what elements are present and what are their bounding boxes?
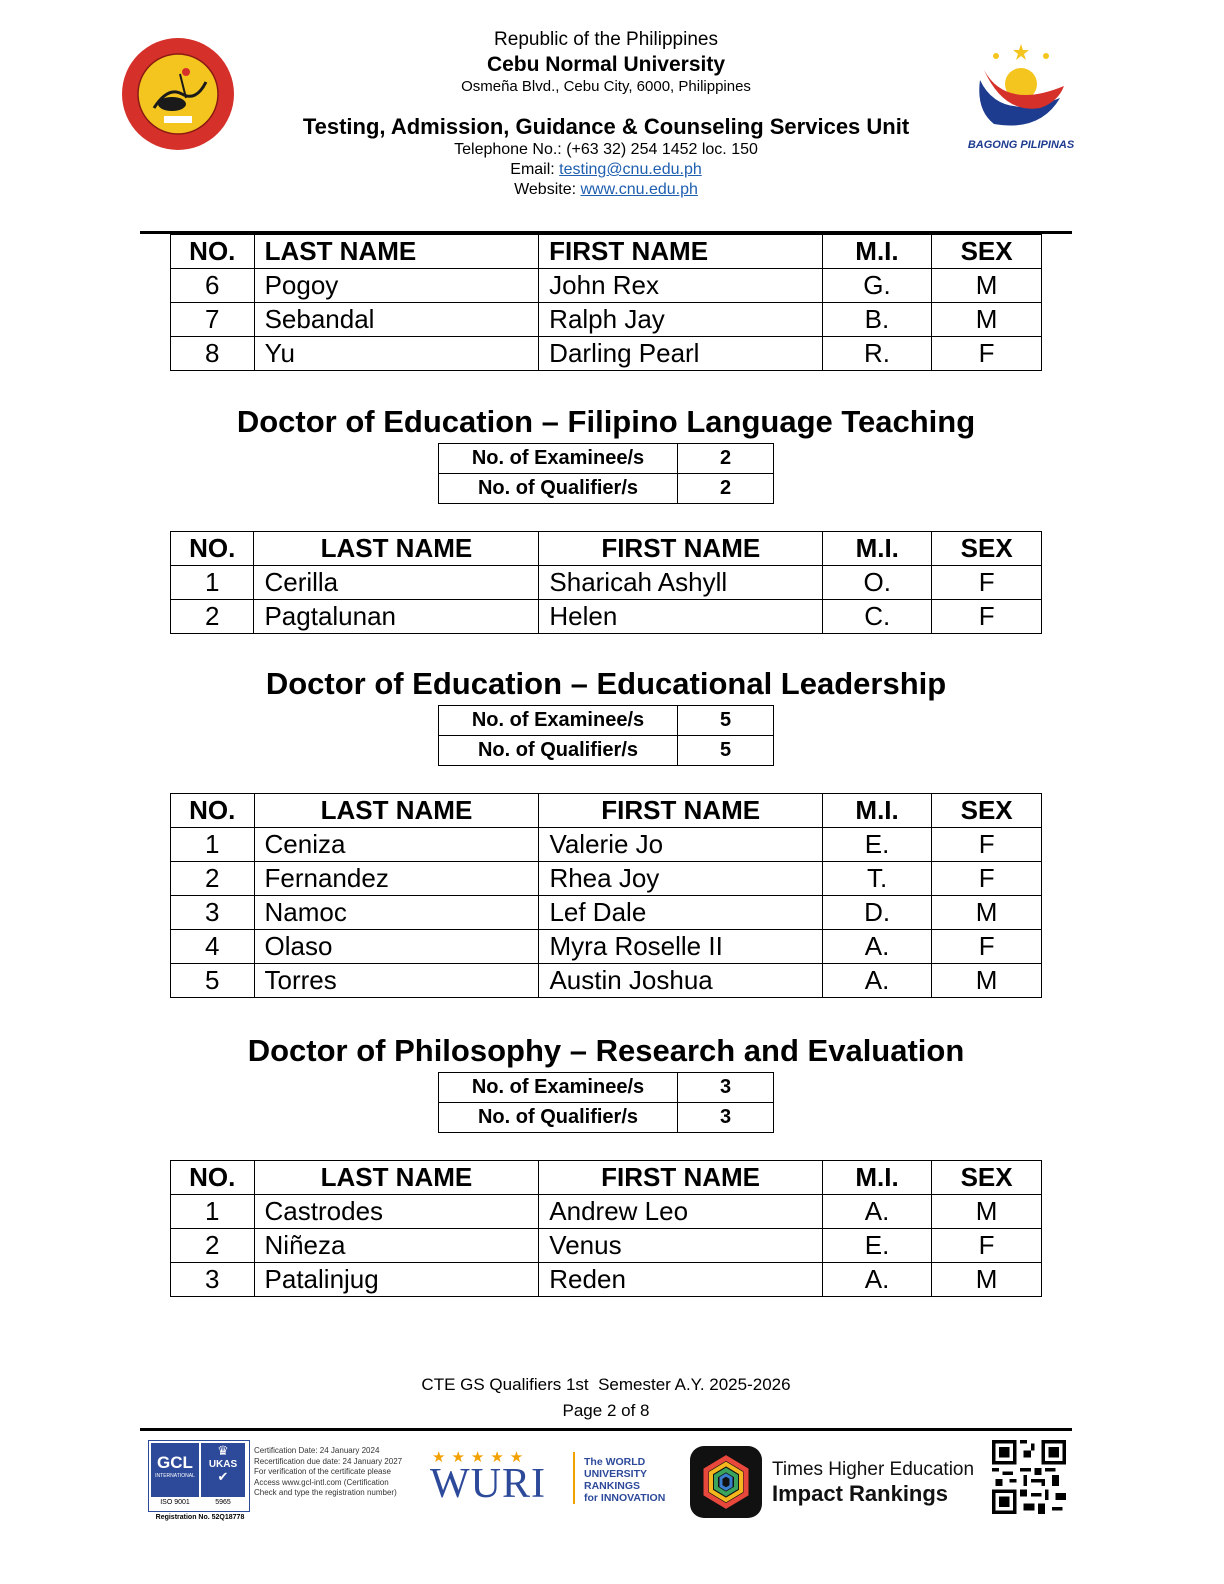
- cell-mi: R.: [822, 337, 931, 371]
- cell-first: Helen: [539, 600, 823, 634]
- cell-mi: O.: [823, 566, 932, 600]
- col-no-header: NO.: [171, 1161, 255, 1195]
- examinee-label: No. of Examinee/s: [439, 444, 678, 474]
- wuri-divider: [573, 1452, 575, 1504]
- university-seal: [120, 36, 236, 152]
- cell-first: Lef Dale: [539, 896, 822, 930]
- col-first-header: FIRST NAME: [539, 1161, 823, 1195]
- col-mi-header: M.I.: [822, 1161, 931, 1195]
- cell-no: 4: [171, 930, 255, 964]
- university-address: Osmeña Blvd., Cebu City, 6000, Philippines: [461, 78, 751, 95]
- cell-sex: M: [932, 964, 1042, 998]
- cell-no: 1: [171, 828, 255, 862]
- section-title: Doctor of Philosophy – Research and Evaluation: [247, 1033, 965, 1068]
- col-sex-header: SEX: [932, 532, 1042, 566]
- summary-table: [438, 1072, 774, 1133]
- cell-sex: F: [932, 828, 1042, 862]
- ukas-crown-icon: ♛: [217, 1443, 229, 1458]
- cell-no: 2: [171, 600, 254, 634]
- cell-mi: G.: [822, 269, 931, 303]
- continued-names-table: [170, 234, 1042, 371]
- cell-mi: C.: [823, 600, 932, 634]
- col-sex-header: SEX: [932, 794, 1042, 828]
- the-line2: Impact Rankings: [772, 1481, 949, 1506]
- wuri-tagline: The WORLD UNIVERSITY RANKINGS for INNOVATION: [584, 1456, 666, 1504]
- table-row: [171, 269, 1042, 303]
- star-icons: ★★★★★: [432, 1449, 530, 1466]
- cell-last: Castrodes: [254, 1195, 539, 1229]
- summary-table: [438, 443, 774, 504]
- cell-no: 8: [171, 337, 255, 371]
- examinee-count: 2: [678, 444, 774, 474]
- cell-sex: F: [932, 930, 1042, 964]
- table-header-row: [171, 794, 1042, 828]
- col-mi-header: M.I.: [822, 794, 931, 828]
- col-last-header: LAST NAME: [254, 1161, 539, 1195]
- table-header-row: [171, 532, 1042, 566]
- cell-first: Ralph Jay: [539, 303, 823, 337]
- cell-no: 3: [171, 896, 255, 930]
- cell-last: Cerilla: [254, 566, 539, 600]
- website-line: Website: www.cnu.edu.ph: [514, 181, 698, 198]
- cell-first: Myra Roselle II: [539, 930, 822, 964]
- footer-doc-title: CTE GS Qualifiers 1st Semester A.Y. 2025-2026: [421, 1375, 791, 1394]
- cell-no: 7: [171, 303, 255, 337]
- website-link[interactable]: www.cnu.edu.ph: [580, 181, 698, 198]
- cell-last: Pogoy: [254, 269, 539, 303]
- cell-mi: E.: [822, 828, 931, 862]
- cell-no: 1: [171, 566, 254, 600]
- examinee-row: [439, 1073, 774, 1103]
- cell-sex: M: [932, 303, 1042, 337]
- section-title: Doctor of Education – Filipino Language Teaching: [236, 404, 976, 439]
- cell-last: Patalinjug: [254, 1263, 539, 1297]
- examinee-label: No. of Examinee/s: [439, 706, 678, 736]
- col-first-header: FIRST NAME: [539, 794, 822, 828]
- qualifier-row: [439, 1103, 774, 1133]
- bagong-pilipinas-text: BAGONG PILIPINAS: [967, 139, 1075, 151]
- table-row: [171, 964, 1042, 998]
- republic-line: Republic of the Philippines: [494, 29, 718, 50]
- qualifier-count: 5: [678, 736, 774, 766]
- table-row: [171, 337, 1042, 371]
- col-no-header: NO.: [171, 235, 255, 269]
- cell-first: Sharicah Ashyll: [539, 566, 823, 600]
- cell-first: Reden: [539, 1263, 823, 1297]
- cell-no: 6: [171, 269, 255, 303]
- qualifier-count: 2: [678, 474, 774, 504]
- cell-first: Andrew Leo: [539, 1195, 823, 1229]
- col-mi-header: M.I.: [823, 532, 932, 566]
- table-row: [171, 1229, 1042, 1263]
- section-title: Doctor of Education – Educational Leadership: [265, 666, 947, 701]
- examinee-count: 5: [678, 706, 774, 736]
- table-row: [171, 896, 1042, 930]
- unit-name: Testing, Admission, Guidance & Counseling Services Unit: [302, 114, 910, 139]
- cell-mi: T.: [822, 862, 931, 896]
- letterhead: [250, 28, 962, 200]
- table-row: [171, 566, 1042, 600]
- footer-rule: [140, 1428, 1072, 1431]
- ukas-check-icon: ✔: [217, 1469, 229, 1484]
- table-row: [171, 1263, 1042, 1297]
- cell-sex: F: [932, 1229, 1042, 1263]
- table-header-row: [171, 1161, 1042, 1195]
- cell-last: Olaso: [254, 930, 539, 964]
- names-table: [170, 531, 1042, 634]
- cell-mi: E.: [822, 1229, 931, 1263]
- col-first-header: FIRST NAME: [539, 532, 823, 566]
- cell-last: Torres: [254, 964, 539, 998]
- cell-mi: D.: [822, 896, 931, 930]
- email-line: Email: testing@cnu.edu.ph: [510, 161, 702, 178]
- cell-last: Pagtalunan: [254, 600, 539, 634]
- table-row: [171, 862, 1042, 896]
- cell-sex: F: [932, 337, 1042, 371]
- cell-sex: F: [932, 600, 1042, 634]
- ukas-logo: ♛ UKAS ✔: [201, 1443, 245, 1497]
- the-line1: Times Higher Education: [772, 1459, 975, 1480]
- cell-sex: F: [932, 566, 1042, 600]
- table-row: [171, 600, 1042, 634]
- cell-sex: M: [932, 1195, 1042, 1229]
- cell-sex: M: [932, 1263, 1042, 1297]
- table-row: [171, 930, 1042, 964]
- wuri-logo: [430, 1448, 670, 1510]
- qualifier-row: [439, 474, 774, 504]
- col-last-header: LAST NAME: [254, 532, 539, 566]
- col-sex-header: SEX: [932, 1161, 1042, 1195]
- cell-first: John Rex: [539, 269, 823, 303]
- ukas-number: 5965: [215, 1499, 231, 1506]
- wuri-wordmark: WURI: [430, 1461, 546, 1507]
- cell-mi: A.: [822, 930, 931, 964]
- iso-label: ISO 9001: [160, 1499, 190, 1506]
- university-name: Cebu Normal University: [486, 53, 726, 76]
- col-sex-header: SEX: [932, 235, 1042, 269]
- table-row: [171, 1195, 1042, 1229]
- examinee-label: No. of Examinee/s: [439, 1073, 678, 1103]
- cell-no: 3: [171, 1263, 255, 1297]
- cell-first: Rhea Joy: [539, 862, 822, 896]
- col-no-header: NO.: [171, 794, 255, 828]
- examinee-count: 3: [678, 1073, 774, 1103]
- cell-last: Namoc: [254, 896, 539, 930]
- cell-mi: A.: [822, 964, 931, 998]
- the-impact-logo: [690, 1446, 762, 1518]
- qualifier-row: [439, 736, 774, 766]
- cell-last: Niñeza: [254, 1229, 539, 1263]
- qualifier-count: 3: [678, 1103, 774, 1133]
- gcl-ukas-badge: [148, 1440, 250, 1512]
- cell-mi: A.: [822, 1195, 931, 1229]
- cell-first: Valerie Jo: [539, 828, 822, 862]
- col-last-header: LAST NAME: [254, 794, 539, 828]
- cell-first: Austin Joshua: [539, 964, 822, 998]
- qualifier-label: No. of Qualifier/s: [439, 736, 678, 766]
- cell-sex: F: [932, 862, 1042, 896]
- cell-no: 1: [171, 1195, 255, 1229]
- bagong-pilipinas-logo: [960, 40, 1082, 156]
- cell-no: 2: [171, 1229, 255, 1263]
- gcl-logo: GCL INTERNATIONAL: [151, 1443, 199, 1497]
- cell-no: 2: [171, 862, 255, 896]
- certification-info: Certification Date: 24 January 2024 Recertification due date: 24 January 2027 For verification of the certificate please Access www.gcl-intl.com (Certification Check and type the registration number): [254, 1446, 403, 1497]
- cell-sex: M: [932, 269, 1042, 303]
- the-impact-text: [772, 1458, 982, 1506]
- table-row: [171, 828, 1042, 862]
- cell-last: Yu: [254, 337, 539, 371]
- footer-doc-info: [300, 1372, 912, 1424]
- footer-page-number: Page 2 of 8: [562, 1401, 650, 1420]
- cell-no: 5: [171, 964, 255, 998]
- examinee-row: [439, 444, 774, 474]
- examinee-row: [439, 706, 774, 736]
- cell-last: Sebandal: [254, 303, 539, 337]
- cell-last: Ceniza: [254, 828, 539, 862]
- summary-table: [438, 705, 774, 766]
- cell-last: Fernandez: [254, 862, 539, 896]
- names-table: [170, 1160, 1042, 1297]
- cell-sex: M: [932, 896, 1042, 930]
- table-header-row: [171, 235, 1042, 269]
- names-table: [170, 793, 1042, 998]
- col-last-header: LAST NAME: [254, 235, 539, 269]
- col-no-header: NO.: [171, 532, 254, 566]
- qr-code-icon: [992, 1440, 1066, 1514]
- registration-number: Registration No. 52Q18778: [155, 1514, 245, 1521]
- telephone-line: Telephone No.: (+63 32) 254 1452 loc. 150: [454, 141, 758, 158]
- qualifier-label: No. of Qualifier/s: [439, 474, 678, 504]
- cell-first: Darling Pearl: [539, 337, 823, 371]
- col-mi-header: M.I.: [822, 235, 931, 269]
- table-row: [171, 303, 1042, 337]
- qualifier-label: No. of Qualifier/s: [439, 1103, 678, 1133]
- col-first-header: FIRST NAME: [539, 235, 823, 269]
- cell-mi: B.: [822, 303, 931, 337]
- cell-mi: A.: [822, 1263, 931, 1297]
- cell-first: Venus: [539, 1229, 823, 1263]
- email-link[interactable]: testing@cnu.edu.ph: [559, 161, 702, 178]
